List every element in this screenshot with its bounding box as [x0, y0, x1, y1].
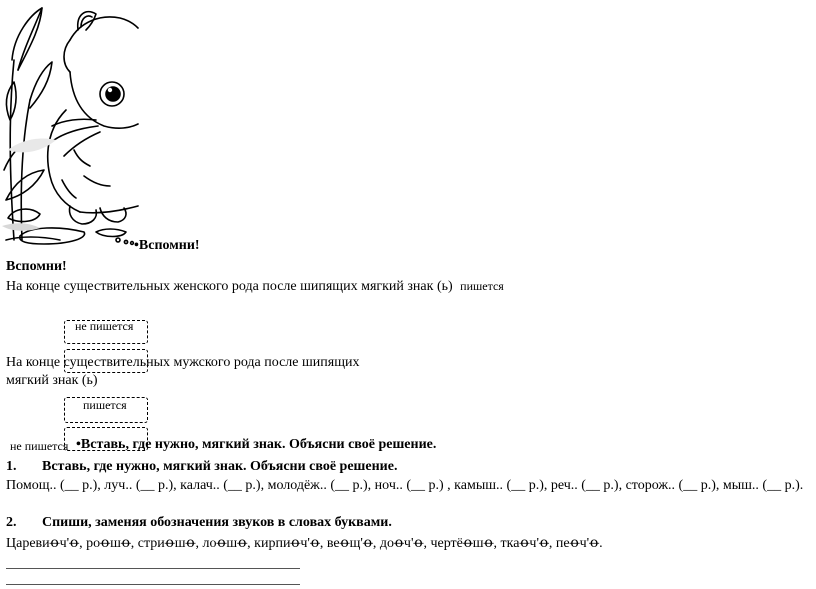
- remember-bullet: •Вспомни!: [134, 238, 200, 253]
- task2-title: Спиши, заменяя обозначения звуков в словах буквами.: [42, 515, 392, 530]
- task2-number: 2.: [6, 515, 17, 530]
- not-written-label: не пишется: [10, 439, 69, 453]
- task-bullet: •Вставь, где нужно, мягкий знак. Объясни своё решение.: [76, 437, 437, 452]
- rule-masculine-line2: мягкий знак (ь): [6, 373, 98, 388]
- remember-heading: Вспомни!: [6, 259, 67, 274]
- answer-box-3[interactable]: [64, 397, 148, 423]
- rule-masculine-line1: На конце существительных мужского рода после шипящих: [6, 355, 360, 370]
- answer-line-2[interactable]: [6, 584, 300, 585]
- answer-line-1[interactable]: [6, 568, 300, 569]
- hamster-illustration: [0, 0, 140, 248]
- task1-words: Помощ.. (__ р.), луч.. (__ р.), калач.. (__ р.), молодёж.. (__ р.), ноч.. (__ р.) , камыш.. (__ р.), реч.. (__ р.), сторож.. (__ р.), мыш.. (__ р.).: [6, 478, 804, 493]
- answer-box-1[interactable]: [64, 320, 148, 344]
- rule-feminine-text: [6, 279, 504, 295]
- rule-feminine-answer: пишется: [460, 279, 504, 293]
- task1-title: Вставь, где нужно, мягкий знак. Объясни своё решение.: [42, 459, 398, 474]
- answer-box-3-text: пишется: [83, 398, 127, 412]
- task1-number: 1.: [6, 459, 17, 474]
- rule-feminine-sentence: На конце существительных женского рода после шипящих мягкий знак (ь): [6, 279, 453, 294]
- answer-box-1-text: не пишется: [75, 319, 134, 333]
- task2-words: Царевиꝋч'ꝋ, роꝋшꝋ, стриꝋшꝋ, лоꝋшꝋ, кирпиꝋч'ꝋ, веꝋщ'ꝋ, доꝋч'ꝋ, чертёꝋшꝋ, ткаꝋч'ꝋ, пеꝋч'ꝋ.: [6, 536, 603, 551]
